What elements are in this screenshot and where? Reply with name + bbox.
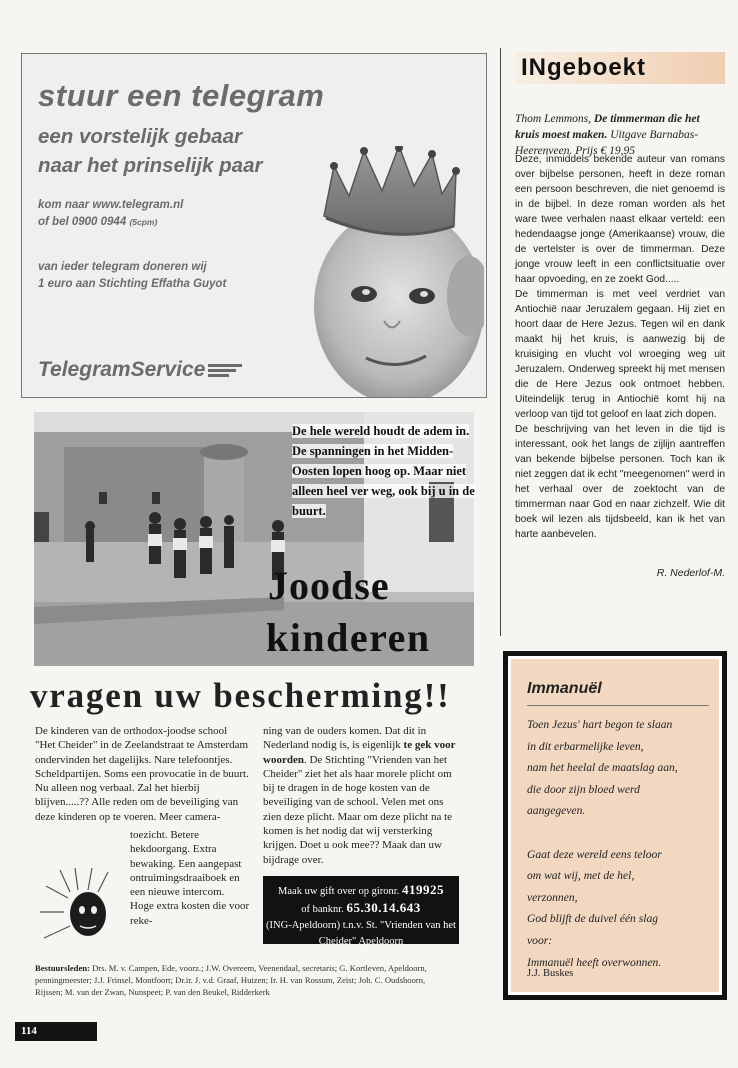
poem-line: Gaat deze wereld eens teloor (527, 847, 662, 861)
bank-line: of banknr. 65.30.14.643 (301, 900, 421, 915)
logo-lines-icon (208, 362, 242, 379)
book-review (515, 152, 725, 542)
poem-line: die door zijn bloed werd (527, 782, 640, 796)
poem-line: in dit erbarmelijke leven, (527, 739, 644, 753)
ad-contact-phone: of bel 0900 0944 (5cpm) (38, 216, 158, 228)
article-column-1-continued: toezicht. Betere hekdoorgang. Extra bewaking. Een aangepast ontruimingsdraaiboek en een nieuwe intercom. Hoge extra kosten die voor reke- (130, 829, 250, 927)
poem-line: verzonnen, (527, 890, 578, 904)
section-title: INgeboekt (521, 54, 647, 81)
ad-donation-note (38, 259, 226, 293)
review-paragraph: Deze, inmiddels bekende auteur van romans over bijbelse personen, heeft in deze roman een persoon beschreven, die niet genoemd is in de bijbel. In deze roman worden als het ware twee verhalen naast elkaar verteld: een hedendaagse jonge (Amerikaanse) vrouw, die de vertelster is over de timmerman. Deze jonge vrouw leeft in een conflictsituatie over haar opvoeding, en ze zoekt God..... (515, 154, 725, 285)
ad-title: stuur een telegram (38, 78, 325, 113)
giro-number: 419925 (401, 882, 444, 897)
poem-line: nam het heelal de maatslag aan, (527, 761, 678, 775)
book-title: De timmerman die het kruis moest maken. (515, 113, 700, 141)
board-members (35, 962, 453, 998)
poem-divider (527, 705, 709, 706)
col2-text: ning van de ouders komen. Dat dit in Nederland nodig is, is eigenlijk (263, 725, 427, 752)
headline-word-kinderen: kinderen (266, 615, 431, 660)
review-signature: R. Nederlof-M. (656, 567, 725, 579)
ad-donation-line: 1 euro aan Stichting Effatha Guyot (38, 278, 227, 290)
telegramservice-logo (38, 358, 242, 382)
ad-donation-line: van ieder telegram doneren wij (38, 261, 207, 273)
headline-word-joodse: Joodse (268, 563, 390, 608)
crowned-baby-image (304, 146, 484, 398)
child-drawing-icon (40, 868, 118, 944)
article-column-2 (263, 724, 461, 867)
giro-line: Maak uw gift over op gironr. 419925 (278, 882, 444, 897)
poem-author: J.J. Buskes (527, 968, 574, 979)
poem-line: God blijft de duivel één slag (527, 912, 659, 926)
telegram-advertisement (21, 53, 487, 398)
page-number: 114 (15, 1022, 97, 1041)
logo-text: TelegramService (38, 358, 206, 381)
poem-box (503, 651, 727, 1000)
ad-contact (38, 197, 183, 231)
poem-line: Immanuël heeft overwonnen. (527, 955, 662, 969)
col2-text: . De Stichting "Vrienden van het Cheider" ziet het als haar morele plicht om bij te dragen in de hoge kosten van de beveiliging van de school. Velen met ons zien deze plicht. Maar om deze plicht na te komen is het nodig dat wij versterking krijgen. Doet u ook mee?? Maak dan uw bijdrage over. (263, 753, 453, 866)
board-list: Drs. M. v. Campen, Ede, voorz.; J.W. Overeem, Veenendaal, secretaris; G. Kortleven, Apeldoorn, penningmeester; J.J. Frinsel, Montfoort; Dr.ir. J. v.d. Graaf, Huizen; Ir. H. van Rossum, Zeist; Joh. C. Oudshoorn, Rijssen; M. van der Zwan, Nunspeet; P. van den Beukel, Ridderkerk (35, 963, 427, 997)
poem-panel (511, 659, 719, 992)
article-intro-caption (292, 421, 482, 521)
caption-text: De hele wereld houdt de adem in. De spanningen in het Midden-Oosten lopen hoog op. Maar niet alleen heel ver weg, ook bij u in de buurt. (292, 424, 475, 518)
poem-line: aangegeven. (527, 804, 586, 818)
ad-subtitle-line: een vorstelijk gebaar (38, 125, 242, 148)
bank-number: 65.30.14.643 (346, 900, 421, 915)
book-publisher: Uitgave Barnabas-Heerenveen. Prijs € 19,95 (515, 129, 699, 157)
book-author: Thom Lemmons, (515, 113, 592, 125)
article-main-headline: vragen uw bescherming!! (30, 676, 451, 715)
poem-line: Toen Jezus' hart begon te slaan (527, 718, 673, 731)
ad-subtitle-line: naar het prinselijk paar (38, 154, 263, 177)
review-paragraph: De timmerman is met veel verdriet van Antiochië naar Jeruzalem gegaan. Hij ziet en hoort daar de Here Jezus. Tegen wil en dank maakt hij het kruis, is aanwezig bij de kruisiging en vlucht vol wroeging weg uit Jeruzalem. Onderweg spreekt hij met mensen die de Here Jezus ook ontmoet hebben. Uiteindelijk terug in Antiochië komt hij na verloop van tijd tot geloof en laat zich dopen. (515, 289, 725, 420)
review-paragraph: De beschrijving van het leven in die tijd is interessant, ook het langs de zijlijn aantreffen van bekende bijbelse personen. Toch kan ik niet zeggen dat ik echt "meegenomen" werd in het verhaal over de zoektocht van de timmerman naar God en naar zichzelf. Wie dit boek wil lezen als tijdsbeeld, kan ik het van harte aanbevelen. (515, 424, 725, 540)
poem-line: om wat wij, met de hel, (527, 869, 635, 883)
column-divider (500, 48, 501, 636)
board-label: Bestuursleden: (35, 963, 90, 973)
ad-subtitle (38, 122, 262, 180)
poem-title: Immanuël (527, 680, 602, 697)
col2-emphasis: te gek voor woorden (263, 739, 456, 766)
bank-recipient: (ING-Apeldoorn) t.n.v. St. "Vrienden van het Cheider" Apeldoorn (266, 920, 456, 947)
donation-box (263, 876, 459, 947)
ad-contact-web: kom naar www.telegram.nl (38, 199, 184, 211)
poem-text (527, 714, 722, 973)
poem-line: voor: (527, 933, 553, 947)
article-column-1: De kinderen van de orthodox-joodse school "Het Cheider" in de Zeelandstraat te Amsterdam ondervinden het dagelijks. Nare telefoontjes. Scheldpartijen. Soms een provocatie in de buurt. Nu alleen nog verbaal. Zal het hierbij blijven.....?? Alle reden om de beveiliging van deze kinderen op te voeren. Meer camera- (35, 725, 249, 823)
